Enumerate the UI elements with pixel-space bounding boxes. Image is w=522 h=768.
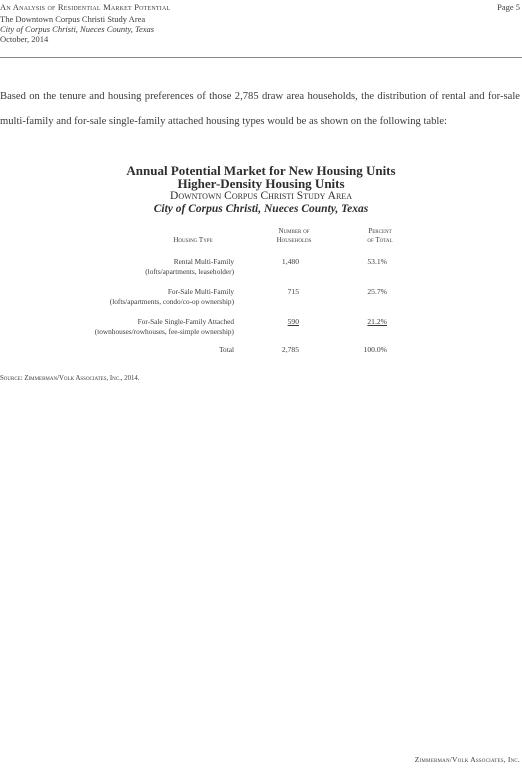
- row-sublabel: (lofts/apartments, leaseholder): [145, 267, 234, 276]
- row-sublabel: (lofts/apartments, condo/co-op ownership): [109, 297, 234, 306]
- total-percent: 100.0%: [363, 345, 387, 354]
- table-study-area: Downtown Corpus Christi Study Area: [170, 190, 352, 202]
- header-rule: [0, 57, 522, 58]
- percent-value: 25.7%: [367, 287, 387, 296]
- households-value: 1,480: [281, 257, 299, 266]
- study-area-line: The Downtown Corpus Christi Study Area: [0, 14, 146, 24]
- table-subtitle: Higher-Density Housing Units: [177, 176, 345, 191]
- running-header-title: An Analysis of Residential Market Potential: [0, 2, 171, 12]
- col-header-housing-type: Housing Type: [173, 236, 213, 244]
- col-header-households-2: Households: [276, 236, 312, 244]
- page-number: Page 5: [497, 2, 520, 12]
- percent-value: 53.1%: [367, 257, 387, 266]
- col-header-percent-2: of Total: [367, 236, 393, 244]
- row-label: Rental Multi-Family: [173, 257, 234, 266]
- table-city: City of Corpus Christi, Nueces County, Texas: [153, 203, 369, 215]
- households-value: 590: [287, 317, 299, 326]
- city-line: City of Corpus Christi, Nueces County, Texas: [0, 24, 155, 34]
- households-value: 715: [287, 287, 299, 296]
- col-header-households-1: Number of: [278, 227, 310, 235]
- row-label: For-Sale Multi-Family: [167, 287, 234, 296]
- total-label: Total: [219, 345, 234, 354]
- percent-value: 21.2%: [367, 317, 387, 326]
- source-note: Source: Zimmerman/Volk Associates, Inc., 2014.: [0, 375, 140, 382]
- col-header-percent-1: Percent: [368, 227, 392, 235]
- date-line: October, 2014: [0, 34, 49, 44]
- total-households: 2,785: [281, 345, 299, 354]
- row-label: For-Sale Single-Family Attached: [137, 317, 234, 326]
- intro-paragraph: Based on the tenure and housing preferences of those 2,785 draw area households, the distribution of rental and for-sale multi-family and for-sale single-family attached housing types would be as shown on the following table:: [0, 91, 520, 127]
- table-title: Annual Potential Market for New Housing Units: [126, 163, 396, 178]
- row-sublabel: (townhouses/rowhouses, fee-simple ownership): [94, 327, 234, 336]
- footer-firm-name: Zimmerman/Volk Associates, Inc.: [414, 755, 520, 764]
